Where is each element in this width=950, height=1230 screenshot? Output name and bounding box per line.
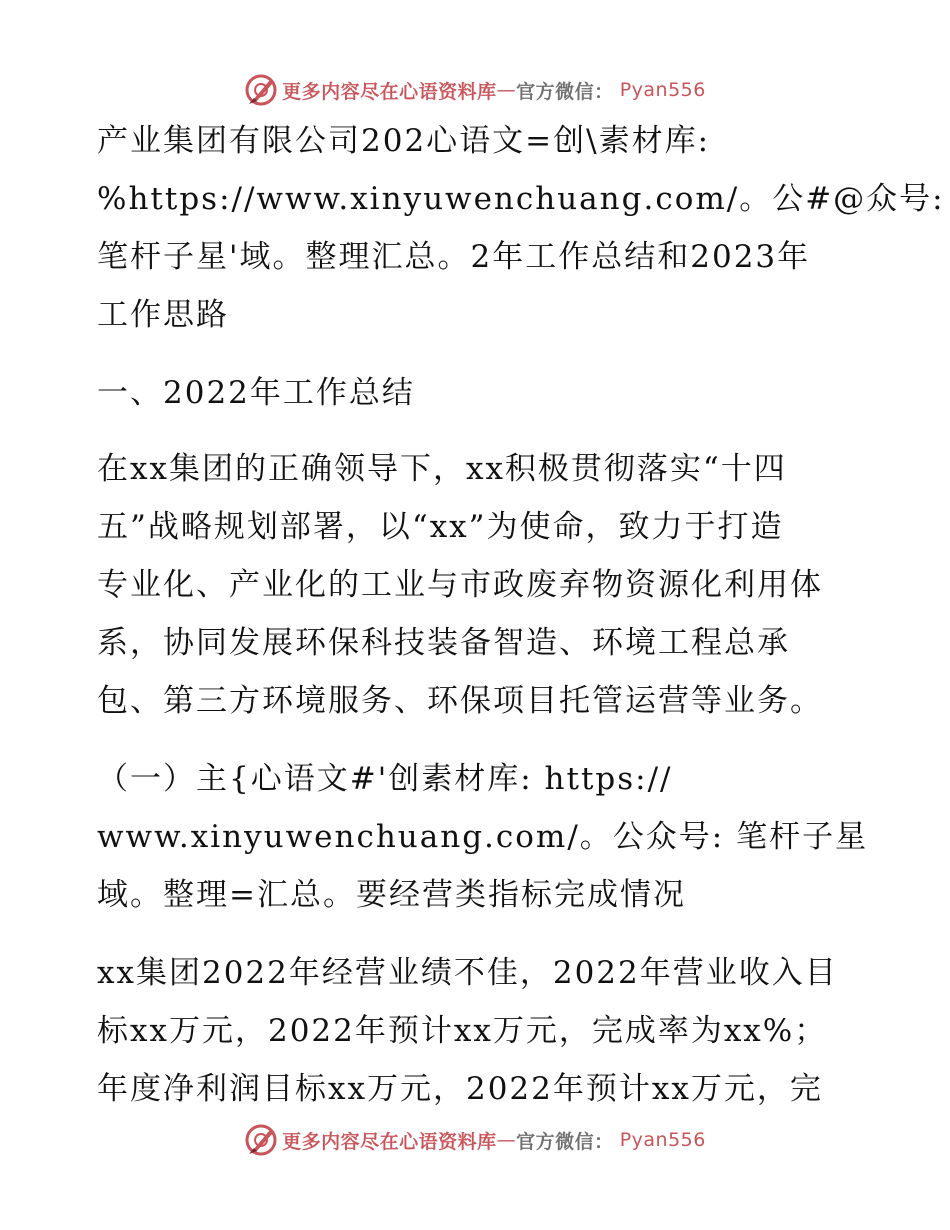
- title-line: 笔杆子星'域。整理汇总。2年工作总结和2023年: [97, 239, 811, 275]
- intro-line: 专业化、产业化的工业与市政废弃物资源化利用体: [97, 567, 823, 603]
- footer-watermark-banner: [0, 1120, 950, 1160]
- body-line: 标xx万元，2022年预计xx万元，完成率为xx%；: [97, 1013, 828, 1049]
- intro-line: 系，协同发展环保科技装备智造、环境工程总承: [97, 625, 790, 661]
- header-wechat-id: Pyan556: [619, 79, 706, 101]
- section-heading: [97, 364, 853, 422]
- title-line: 产业集团有限公司202心语文=创\素材库:: [97, 123, 711, 159]
- header-dash: —: [496, 79, 517, 101]
- intro-line: 五”战略规划部署，以“xx”为使命，致力于打造: [97, 509, 784, 545]
- title-line: %https://www.xinyuwenchuang.com/。公#@众号:: [97, 181, 945, 217]
- header-watermark-banner: [0, 70, 950, 110]
- header-wechat-label: 官方微信：: [516, 80, 614, 103]
- subsection-line: （一）主{心语文#'创素材库: https://: [97, 761, 673, 797]
- subsection-line: 域。整理=汇总。要经营类指标完成情况: [97, 877, 686, 913]
- pen-logo-icon: [244, 73, 278, 107]
- footer-wechat-id: Pyan556: [619, 1129, 706, 1151]
- intro-line: 包、第三方环境服务、环保项目托管运营等业务。: [97, 683, 823, 719]
- intro-line: 在xx集团的正确领导下，xx积极贯彻落实“十四: [97, 451, 787, 487]
- subsection-line: www.xinyuwenchuang.com/。公众号: 笔杆子星: [97, 819, 869, 855]
- body-line: 年度净利润目标xx万元，2022年预计xx万元，完: [97, 1071, 823, 1107]
- body-line: xx集团2022年经营业绩不佳，2022年营业收入目: [97, 955, 838, 991]
- header-brand-text: 更多内容尽在心语资料库: [282, 80, 497, 103]
- title-line: 工作思路: [97, 297, 229, 333]
- subsection-heading: [97, 750, 869, 924]
- document-title: [97, 112, 945, 344]
- intro-paragraph: [97, 440, 853, 730]
- document-body: [97, 112, 945, 1118]
- pen-logo-icon: [244, 1123, 278, 1157]
- footer-brand-text: 更多内容尽在心语资料库: [282, 1130, 497, 1153]
- body-paragraph: [97, 944, 853, 1118]
- section-heading-text: 一、2022年工作总结: [97, 375, 415, 411]
- footer-wechat-label: 官方微信：: [516, 1130, 614, 1153]
- footer-dash: —: [496, 1129, 517, 1151]
